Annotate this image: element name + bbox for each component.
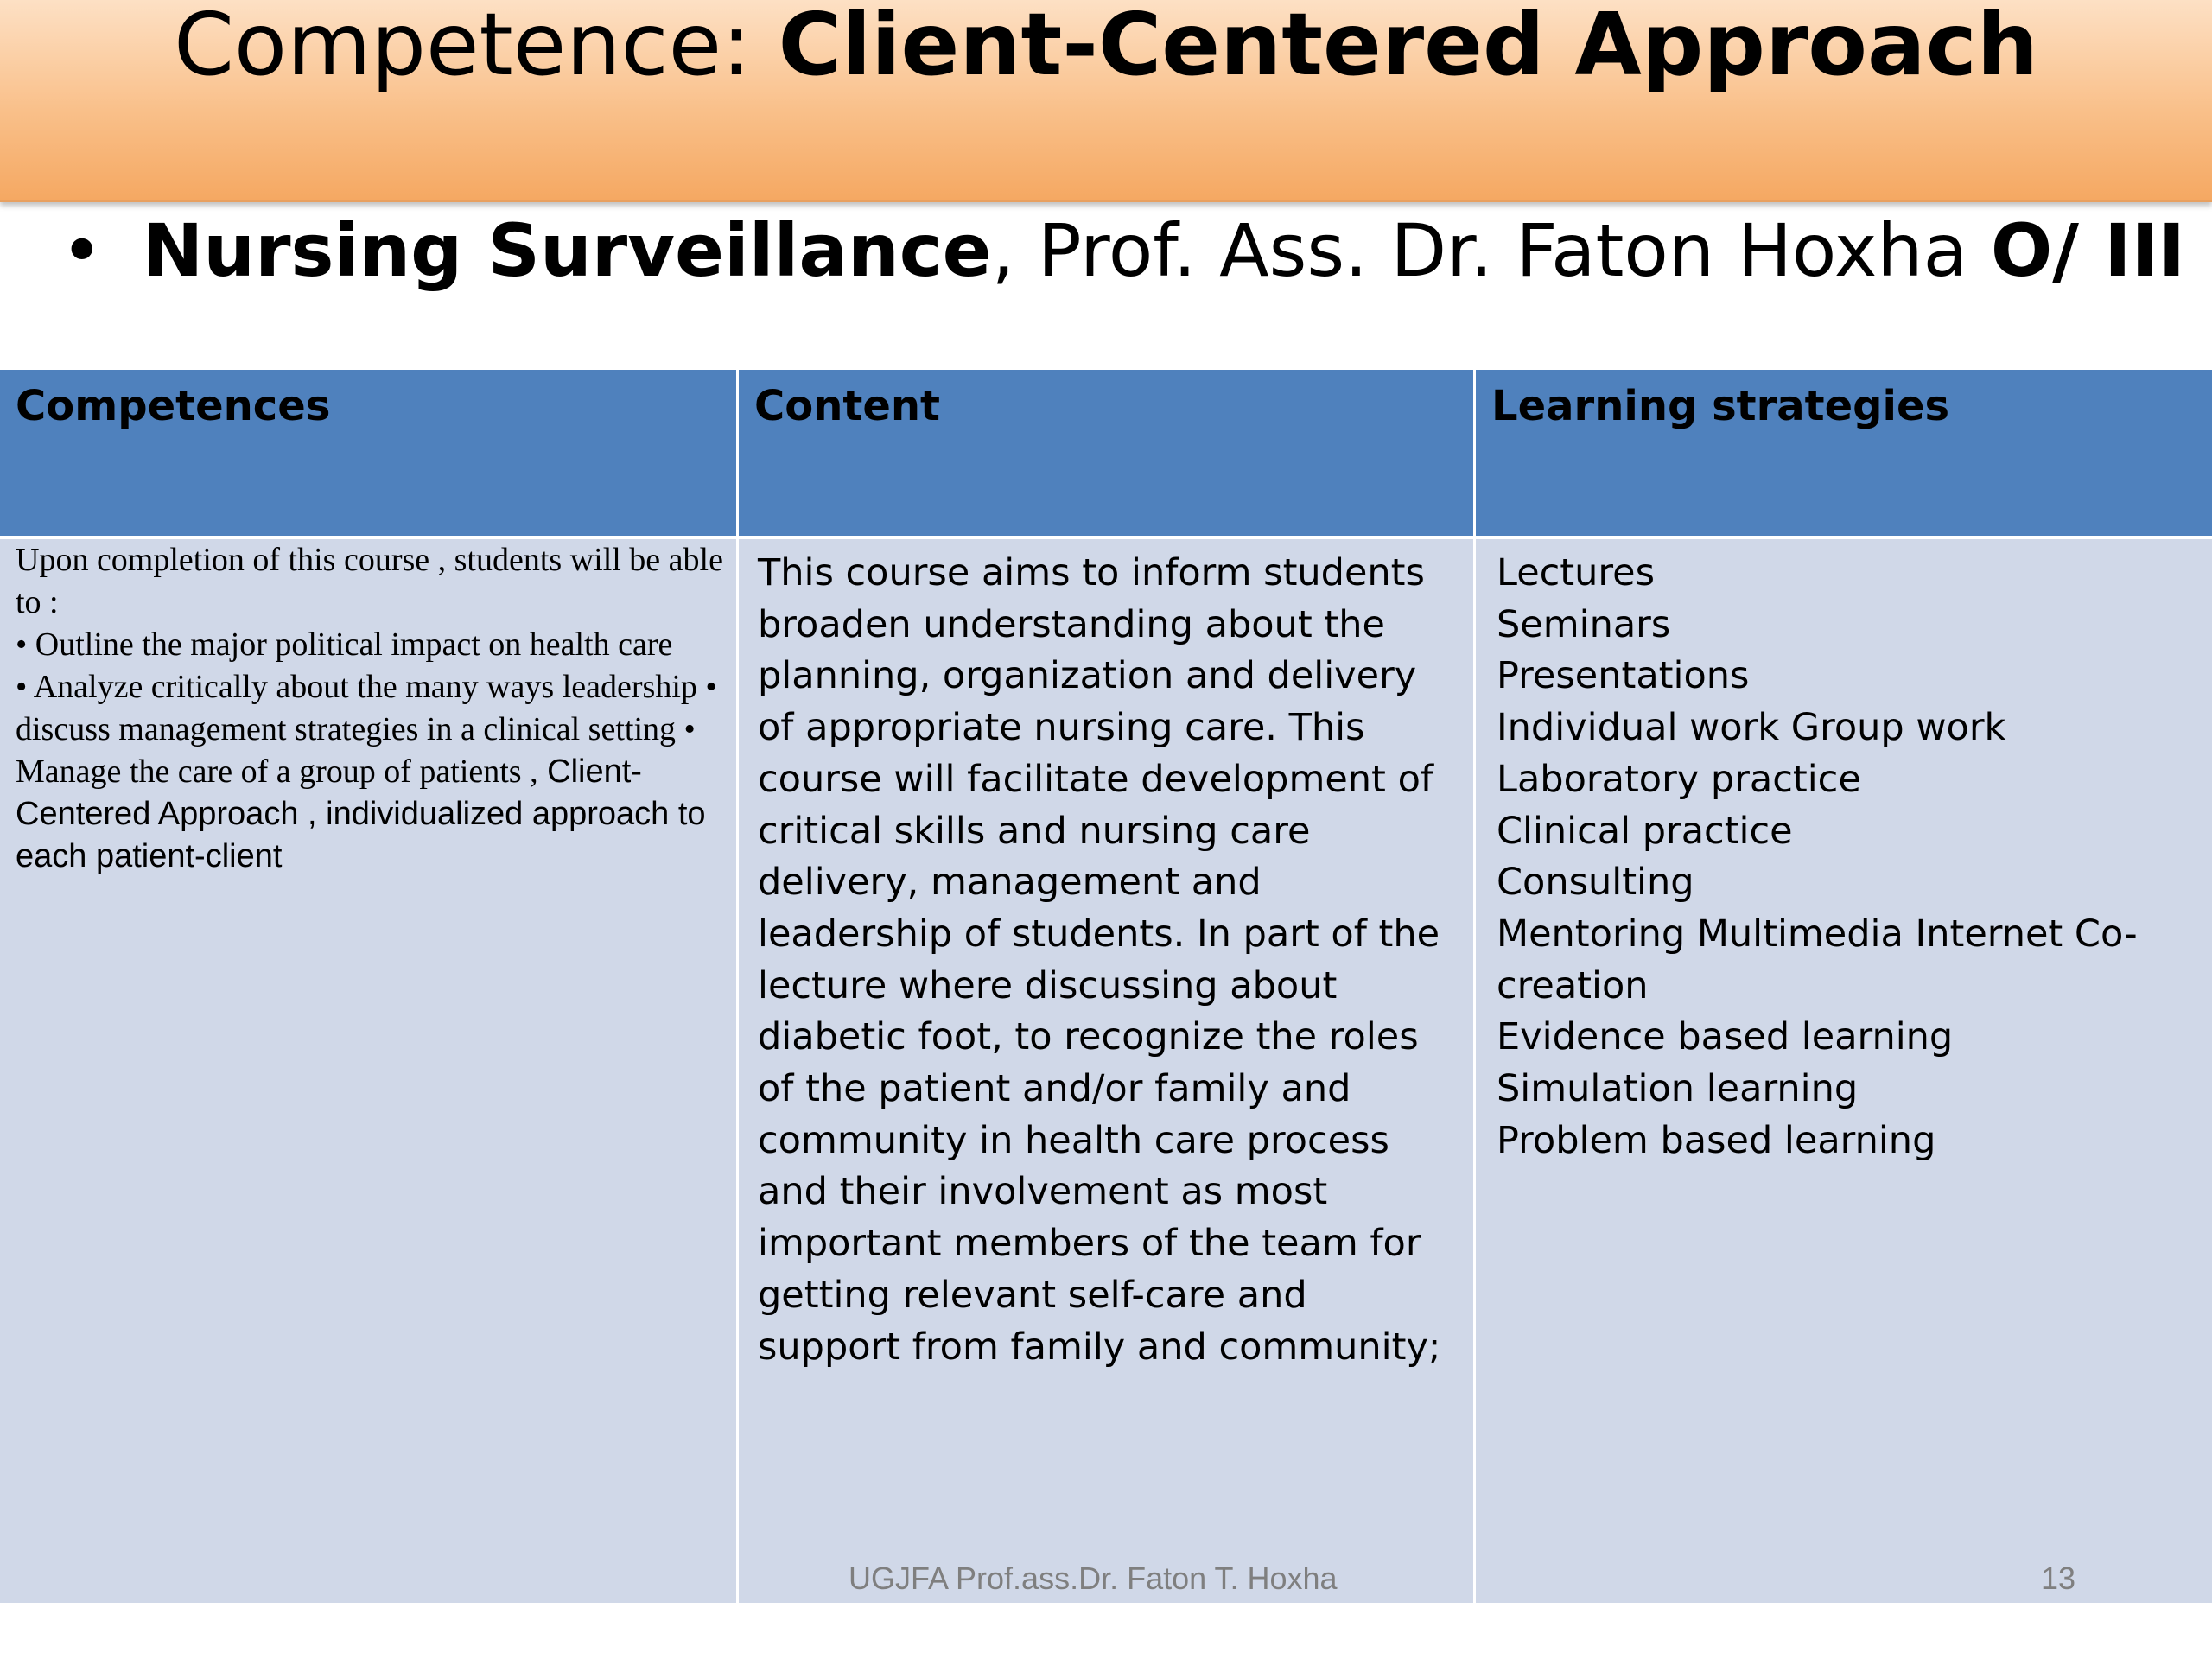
strategy-item: Individual work Group work [1497, 706, 2006, 750]
strategy-item: Evidence based learning [1497, 1015, 1954, 1059]
strategies-list [1497, 548, 2205, 1166]
bullet-icon: • [60, 208, 104, 293]
strategy-item: Mentoring Multimedia Internet Co- [1497, 912, 2138, 956]
competences-item-2-text: • Analyze critically about the many ways leadership • discuss management strategies in a clinical setting • Manage the care of a group of patients , [16, 669, 717, 790]
strategy-item: creation [1497, 963, 1649, 1007]
strategy-item: Simulation learning [1497, 1067, 1859, 1111]
strategy-item: Consulting [1497, 861, 1694, 905]
title-prefix: Competence: [174, 0, 779, 95]
strategy-item: Lectures [1497, 551, 1656, 594]
header-competences: Competences [0, 370, 736, 536]
competences-column [0, 370, 736, 1603]
strategy-item: Problem based learning [1497, 1118, 1936, 1162]
competences-cell [0, 539, 736, 1603]
strategy-item: Seminars [1497, 602, 1671, 646]
strategies-column [1476, 370, 2212, 1603]
slide-title [0, 0, 2212, 95]
content-column [739, 370, 1473, 1603]
competences-item-1: • Outline the major political impact on health care [16, 626, 673, 663]
competences-item-2-tail: Client-Centered Approach , individualized approach to each patient-client [16, 753, 706, 874]
competences-text [16, 539, 724, 878]
footer-author: UGJFA Prof.ass.Dr. Faton T. Hoxha [849, 1560, 1338, 1596]
content-cell [739, 539, 1473, 1603]
content-text: This course aims to inform students broaden understanding about the planning, organization and delivery of appropriate nursing care. This course will facilitate development of critical skills and nursing care delivery, management and leadership of students. In part of the lecture where discussing about diabetic foot, to recognize the roles of the patient and/or family and community in health care process and their involvement as most important members of the team for getting relevant self-care and support from family and community; [758, 551, 1441, 1369]
strategy-item: Presentations [1497, 654, 1750, 698]
course-level: O/ III [1990, 208, 2185, 293]
competences-item-2 [16, 666, 724, 878]
lecturer-name: , Prof. Ass. Dr. Faton Hoxha [991, 208, 1991, 293]
competences-intro: Upon completion of this course , students will be able to : [16, 542, 723, 620]
course-name: Nursing Surveillance [143, 208, 992, 293]
curriculum-table [0, 370, 2212, 1603]
course-subtitle [60, 207, 2185, 294]
title-bold: Client-Centered Approach [778, 0, 2038, 95]
strategies-cell [1476, 539, 2212, 1603]
header-learning-strategies: Learning strategies [1476, 370, 2212, 536]
strategy-item: Clinical practice [1497, 809, 1793, 853]
title-bar [0, 0, 2212, 202]
page-number: 13 [2041, 1560, 2076, 1596]
strategy-item: Laboratory practice [1497, 757, 1861, 801]
header-content: Content [739, 370, 1473, 536]
